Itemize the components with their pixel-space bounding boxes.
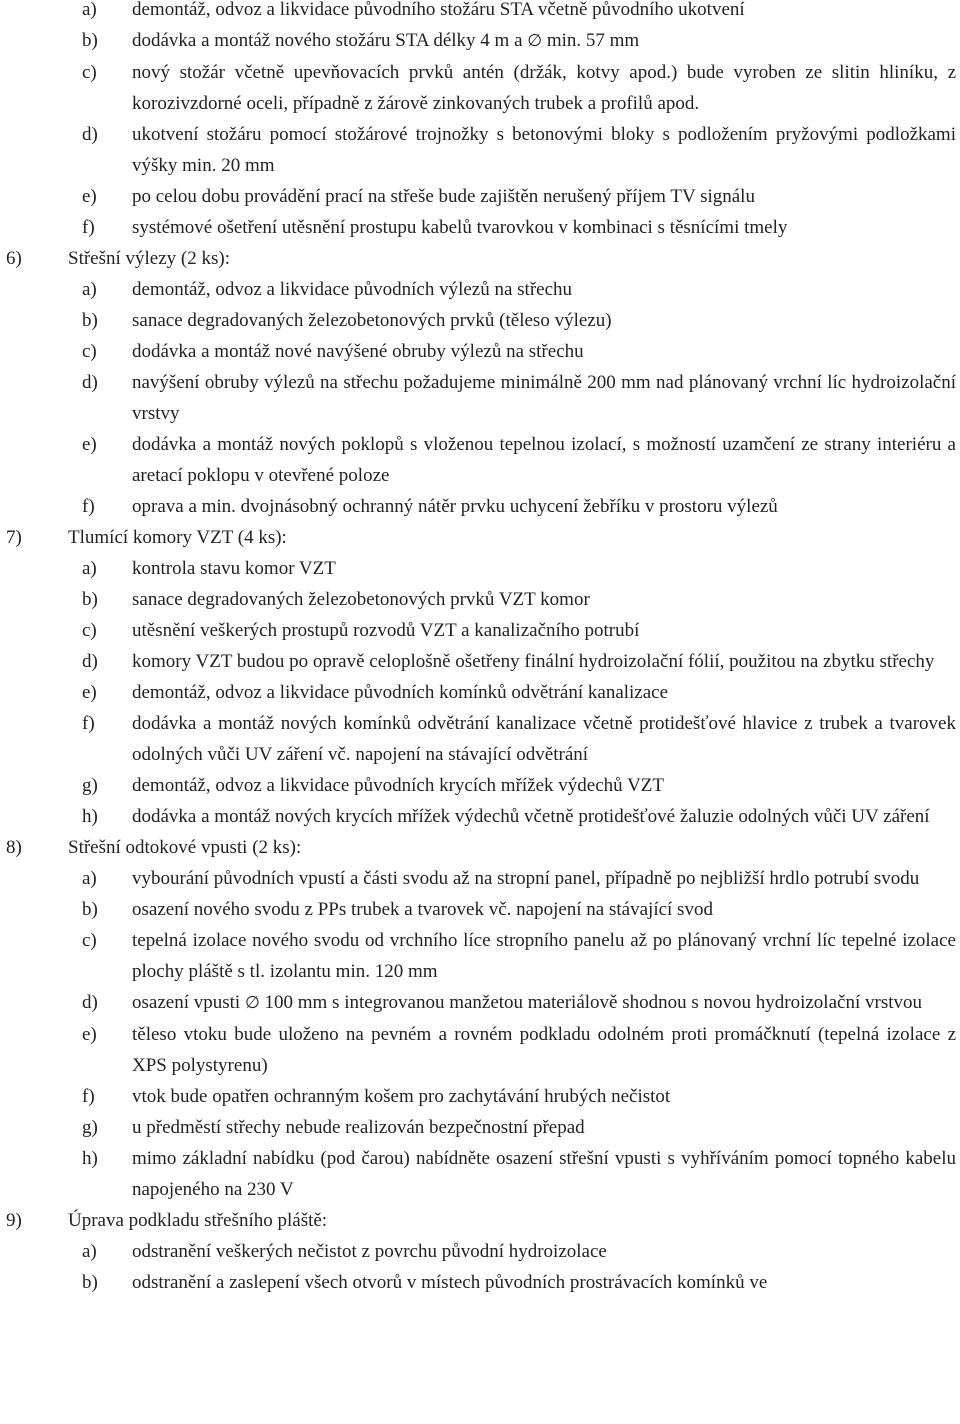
item-letter: b) <box>82 310 98 331</box>
item-letter: f) <box>82 496 95 517</box>
item-text: demontáž, odvoz a likvidace původního stožáru STA včetně původního ukotvení <box>132 0 745 20</box>
item-text: po celou dobu provádění prací na střeše bude zajištěn nerušený příjem TV signálu <box>132 186 755 207</box>
item-text: ukotvení stožáru pomocí stožárové trojnožky s betonovými bloky s podložením pryžovými podložkami výšky min. 20 mm <box>132 124 956 176</box>
item-text: odstranění a zaslepení všech otvorů v místech původních prostrávacích komínků ve <box>132 1272 768 1293</box>
list-item <box>0 770 960 801</box>
item-text: mimo základní nabídku (pod čarou) nabídněte osazení střešní vpusti s vyhříváním pomocí topného kabelu napojeného na 230 V <box>132 1148 956 1200</box>
item-text: odstranění veškerých nečistot z povrchu původní hydroizolace <box>132 1241 607 1262</box>
item-letter: c) <box>82 930 97 951</box>
section-heading <box>0 522 960 553</box>
list-item <box>0 181 960 212</box>
item-letter: d) <box>82 992 98 1013</box>
item-letter: e) <box>82 186 97 207</box>
item-text: dodávka a montáž nové navýšené obruby výlezů na střechu <box>132 341 584 362</box>
item-text: systémové ošetření utěsnění prostupu kabelů tvarovkou v kombinaci s těsnícími tmely <box>132 217 788 238</box>
list-item <box>0 1019 960 1081</box>
item-letter: f) <box>82 217 95 238</box>
item-text: nový stožár včetně upevňovacích prvků antén (držák, kotvy apod.) bude vyroben ze slitin hliníku, z korozivzdorné oceli, případně z žárově zinkovaných trubek a profilů apod. <box>132 62 956 114</box>
list-item <box>0 987 960 1019</box>
item-letter: e) <box>82 682 97 703</box>
list-item <box>0 57 960 119</box>
list-item <box>0 1112 960 1143</box>
section-heading <box>0 832 960 863</box>
list-item <box>0 1081 960 1112</box>
section-title: Střešní odtokové vpusti (2 ks): <box>68 837 302 858</box>
item-letter: b) <box>82 589 98 610</box>
item-text: dodávka a montáž nových poklopů s vloženou tepelnou izolací, s možností uzamčení ze strany interiéru a aretací poklopu v otevřené poloze <box>132 434 956 486</box>
item-letter: a) <box>82 558 97 579</box>
item-letter: e) <box>82 434 97 455</box>
section-number: 7) <box>6 527 22 548</box>
item-letter: h) <box>82 1148 98 1169</box>
list-item <box>0 429 960 491</box>
item-text: dodávka a montáž nových krycích mřížek výdechů včetně protidešťové žaluzie odolných vůči UV záření <box>132 806 930 827</box>
item-text: u předměstí střechy nebude realizován bezpečnostní přepad <box>132 1117 585 1138</box>
section-heading <box>0 1205 960 1236</box>
item-letter: d) <box>82 372 98 393</box>
list-item <box>0 677 960 708</box>
item-letter: f) <box>82 1086 95 1107</box>
list-item <box>0 336 960 367</box>
item-text: osazení vpusti ∅ 100 mm s integrovanou manžetou materiálově shodnou s novou hydroizolační vrstvou <box>132 992 922 1013</box>
list-item <box>0 646 960 677</box>
section-title: Úprava podkladu střešního pláště: <box>68 1210 328 1231</box>
section-heading <box>0 243 960 274</box>
item-letter: c) <box>82 341 97 362</box>
item-letter: g) <box>82 775 98 796</box>
item-letter: h) <box>82 806 98 827</box>
list-item <box>0 0 960 25</box>
section-title: Tlumící komory VZT (4 ks): <box>68 527 287 548</box>
list-item <box>0 1143 960 1205</box>
item-text: tepelná izolace nového svodu od vrchního líce stropního panelu až po plánovaný vrchní líc tepelné izolace plochy pláště s tl. izolantu min. 120 mm <box>132 930 956 982</box>
item-text: kontrola stavu komor VZT <box>132 558 336 579</box>
section-number: 8) <box>6 837 22 858</box>
item-text: demontáž, odvoz a likvidace původních komínků odvětrání kanalizace <box>132 682 669 703</box>
item-text: oprava a min. dvojnásobný ochranný nátěr prvku uchycení žebříku v prostoru výlezů <box>132 496 778 517</box>
item-text: těleso vtoku bude uloženo na pevném a rovném podkladu odolném proti promáčknutí (tepelná izolace z XPS polystyrenu) <box>132 1024 956 1076</box>
item-letter: a) <box>82 0 97 20</box>
item-letter: g) <box>82 1117 98 1138</box>
item-letter: a) <box>82 1241 97 1262</box>
item-letter: c) <box>82 620 97 641</box>
list-item <box>0 584 960 615</box>
item-letter: b) <box>82 1272 98 1293</box>
list-item <box>0 1267 960 1298</box>
section-title: Střešní výlezy (2 ks): <box>68 248 231 269</box>
section-number: 6) <box>6 248 22 269</box>
list-item <box>0 801 960 832</box>
item-text: sanace degradovaných železobetonových prvků VZT komor <box>132 589 590 610</box>
list-item <box>0 119 960 181</box>
list-item <box>0 274 960 305</box>
item-letter: d) <box>82 651 98 672</box>
list-item <box>0 491 960 522</box>
list-item <box>0 894 960 925</box>
list-item <box>0 553 960 584</box>
item-text: vtok bude opatřen ochranným košem pro zachytávání hrubých nečistot <box>132 1086 671 1107</box>
item-text: demontáž, odvoz a likvidace původních výlezů na střechu <box>132 279 573 300</box>
list-item <box>0 212 960 243</box>
diameter-symbol: ∅ <box>244 993 260 1013</box>
item-text: demontáž, odvoz a likvidace původních krycích mřížek výdechů VZT <box>132 775 664 796</box>
item-letter: f) <box>82 713 95 734</box>
list-item <box>0 25 960 57</box>
list-item <box>0 863 960 894</box>
section-number: 9) <box>6 1210 22 1231</box>
item-text: dodávka a montáž nových komínků odvětrání kanalizace včetně protidešťové hlavice z trubek a tvarovek odolných vůči UV záření vč. napojení na stávající odvětrání <box>132 713 956 765</box>
item-text: osazení nového svodu z PPs trubek a tvarovek vč. napojení na stávající svod <box>132 899 713 920</box>
item-text: utěsnění veškerých prostupů rozvodů VZT a kanalizačního potrubí <box>132 620 640 641</box>
list-item <box>0 1236 960 1267</box>
list-item <box>0 925 960 987</box>
list-item <box>0 305 960 336</box>
item-text: sanace degradovaných železobetonových prvků (těleso výlezu) <box>132 310 612 331</box>
item-text: komory VZT budou po opravě celoplošně ošetřeny finální hydroizolační fólií, použitou na zbytku střechy <box>132 651 935 672</box>
item-letter: c) <box>82 62 97 83</box>
item-text: navýšení obruby výlezů na střechu požadujeme minimálně 200 mm nad plánovaný vrchní líc hydroizolační vrstvy <box>132 372 956 424</box>
item-letter: e) <box>82 1024 97 1045</box>
item-letter: b) <box>82 899 98 920</box>
item-text: vybourání původních vpustí a části svodu až na stropní panel, případně po nejbližší hrdlo potrubí svodu <box>132 868 920 889</box>
item-letter: a) <box>82 279 97 300</box>
item-letter: b) <box>82 30 98 51</box>
item-letter: d) <box>82 124 98 145</box>
item-text: dodávka a montáž nového stožáru STA délky 4 m a ∅ min. 57 mm <box>132 30 640 51</box>
list-item <box>0 367 960 429</box>
list-item <box>0 708 960 770</box>
list-item <box>0 615 960 646</box>
item-letter: a) <box>82 868 97 889</box>
diameter-symbol: ∅ <box>527 31 543 51</box>
